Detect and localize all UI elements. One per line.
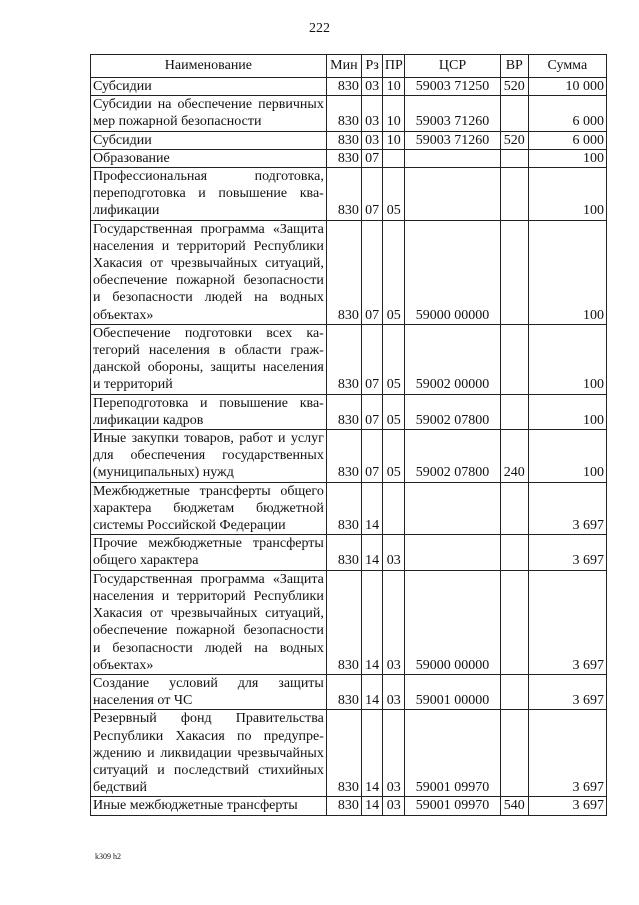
cell-min: 830	[326, 324, 361, 394]
cell-rz: 03	[361, 78, 383, 96]
cell-min: 830	[326, 482, 361, 535]
cell-pr: 03	[383, 674, 405, 709]
cell-name: Прочие межбюджетные трансферты общего характера	[91, 535, 327, 570]
cell-pr: 05	[383, 394, 405, 429]
cell-csr: 59000 00000	[405, 570, 501, 674]
table-row	[91, 96, 607, 131]
cell-vr	[500, 535, 528, 570]
cell-pr: 03	[383, 797, 405, 815]
cell-sum: 10 000	[528, 78, 606, 96]
cell-sum: 100	[528, 149, 606, 167]
cell-name: Обеспечение подготовки всех категорий населения в области гражданской обороны, защиты населения и территорий	[91, 324, 327, 394]
cell-csr: 59002 07800	[405, 394, 501, 429]
cell-vr	[500, 394, 528, 429]
cell-csr	[405, 149, 501, 167]
cell-pr: 05	[383, 220, 405, 324]
budget-table	[90, 54, 607, 816]
cell-sum: 3 697	[528, 535, 606, 570]
cell-name: Иные межбюджетные трансферты	[91, 797, 327, 815]
cell-vr: 520	[500, 78, 528, 96]
cell-csr: 59001 09970	[405, 710, 501, 797]
cell-vr	[500, 674, 528, 709]
table-body	[91, 78, 607, 816]
header-sum: Сумма	[528, 55, 606, 78]
cell-csr: 59002 00000	[405, 324, 501, 394]
cell-csr: 59003 71260	[405, 131, 501, 149]
cell-pr	[383, 149, 405, 167]
cell-name: Субсидии на обеспечение первичных мер пожарной безопасности	[91, 96, 327, 131]
cell-pr: 05	[383, 430, 405, 483]
cell-rz: 03	[361, 131, 383, 149]
cell-min: 830	[326, 797, 361, 815]
cell-name: Переподготовка и повышение квалификации кадров	[91, 394, 327, 429]
cell-csr	[405, 168, 501, 221]
cell-sum: 100	[528, 168, 606, 221]
cell-name: Государственная программа «Защита населения и территорий Республики Хакасия от чрезвычайных ситуаций, обеспечение пожарной безопасности и безопасности людей на водных объектах»	[91, 570, 327, 674]
page-number: 222	[309, 21, 330, 36]
cell-csr	[405, 482, 501, 535]
cell-rz: 14	[361, 482, 383, 535]
cell-sum: 100	[528, 430, 606, 483]
cell-csr: 59001 00000	[405, 674, 501, 709]
cell-sum: 3 697	[528, 570, 606, 674]
cell-rz: 07	[361, 149, 383, 167]
cell-pr	[383, 482, 405, 535]
cell-sum: 6 000	[528, 131, 606, 149]
cell-sum: 3 697	[528, 482, 606, 535]
cell-rz: 07	[361, 220, 383, 324]
cell-name: Государственная программа «Защита населения и территорий Республики Хакасия от чрезвычайных ситуаций, обеспечение пожарной безопасности и безопасности людей на водных объектах»	[91, 220, 327, 324]
cell-vr: 240	[500, 430, 528, 483]
table-row	[91, 482, 607, 535]
cell-pr: 05	[383, 168, 405, 221]
cell-sum: 3 697	[528, 710, 606, 797]
header-pr: ПР	[383, 55, 405, 78]
cell-rz: 07	[361, 324, 383, 394]
cell-name: Субсидии	[91, 131, 327, 149]
cell-sum: 100	[528, 324, 606, 394]
footer-code: k309 h2	[95, 852, 121, 861]
cell-sum: 3 697	[528, 797, 606, 815]
cell-vr	[500, 570, 528, 674]
cell-pr: 10	[383, 131, 405, 149]
cell-vr	[500, 149, 528, 167]
cell-rz: 07	[361, 430, 383, 483]
cell-min: 830	[326, 96, 361, 131]
table-row	[91, 797, 607, 815]
cell-rz: 14	[361, 797, 383, 815]
cell-min: 830	[326, 220, 361, 324]
cell-sum: 6 000	[528, 96, 606, 131]
cell-min: 830	[326, 131, 361, 149]
cell-min: 830	[326, 674, 361, 709]
cell-csr: 59002 07800	[405, 430, 501, 483]
cell-sum: 100	[528, 220, 606, 324]
cell-min: 830	[326, 430, 361, 483]
cell-name: Создание условий для защиты населения от ЧС	[91, 674, 327, 709]
cell-min: 830	[326, 710, 361, 797]
cell-pr: 03	[383, 710, 405, 797]
cell-vr: 540	[500, 797, 528, 815]
cell-name: Межбюджетные трансферты общего характера бюджетам бюджетной системы Российской Федерации	[91, 482, 327, 535]
cell-csr: 59001 09970	[405, 797, 501, 815]
table-row	[91, 78, 607, 96]
cell-pr: 10	[383, 78, 405, 96]
table-row	[91, 324, 607, 394]
cell-sum: 3 697	[528, 674, 606, 709]
cell-vr: 520	[500, 131, 528, 149]
cell-csr	[405, 535, 501, 570]
cell-csr: 59003 71260	[405, 96, 501, 131]
cell-name: Резервный фонд Правительства Республики Хакасия по предупреждению и ликвидации чрезвычайных ситуаций и последствий стихийных бедствий	[91, 710, 327, 797]
header-name: Наименование	[91, 55, 327, 78]
table-row	[91, 674, 607, 709]
table-row	[91, 149, 607, 167]
cell-csr: 59003 71250	[405, 78, 501, 96]
cell-vr	[500, 324, 528, 394]
cell-name: Образование	[91, 149, 327, 167]
table-row	[91, 710, 607, 797]
cell-pr: 03	[383, 535, 405, 570]
cell-min: 830	[326, 535, 361, 570]
table-row	[91, 535, 607, 570]
cell-min: 830	[326, 78, 361, 96]
cell-pr: 05	[383, 324, 405, 394]
table-row	[91, 394, 607, 429]
cell-min: 830	[326, 394, 361, 429]
cell-csr: 59000 00000	[405, 220, 501, 324]
cell-sum: 100	[528, 394, 606, 429]
header-csr: ЦСР	[405, 55, 501, 78]
table-row	[91, 131, 607, 149]
cell-vr	[500, 482, 528, 535]
cell-name: Субсидии	[91, 78, 327, 96]
cell-vr	[500, 710, 528, 797]
header-rz: Рз	[361, 55, 383, 78]
cell-min: 830	[326, 570, 361, 674]
cell-rz: 14	[361, 570, 383, 674]
cell-rz: 14	[361, 674, 383, 709]
table-header-row	[91, 55, 607, 78]
cell-min: 830	[326, 168, 361, 221]
table-row	[91, 570, 607, 674]
cell-name: Иные закупки товаров, работ и услуг для обеспечения государственных (муниципальных) нужд	[91, 430, 327, 483]
header-min: Мин	[326, 55, 361, 78]
cell-rz: 07	[361, 168, 383, 221]
table-row	[91, 430, 607, 483]
cell-rz: 14	[361, 535, 383, 570]
table-row	[91, 168, 607, 221]
cell-rz: 14	[361, 710, 383, 797]
cell-rz: 07	[361, 394, 383, 429]
cell-vr	[500, 168, 528, 221]
table-row	[91, 220, 607, 324]
cell-min: 830	[326, 149, 361, 167]
cell-pr: 03	[383, 570, 405, 674]
cell-name: Профессиональная подготовка, переподготовка и повышение квалификации	[91, 168, 327, 221]
cell-rz: 03	[361, 96, 383, 131]
cell-vr	[500, 220, 528, 324]
cell-pr: 10	[383, 96, 405, 131]
header-vr: ВР	[500, 55, 528, 78]
cell-vr	[500, 96, 528, 131]
